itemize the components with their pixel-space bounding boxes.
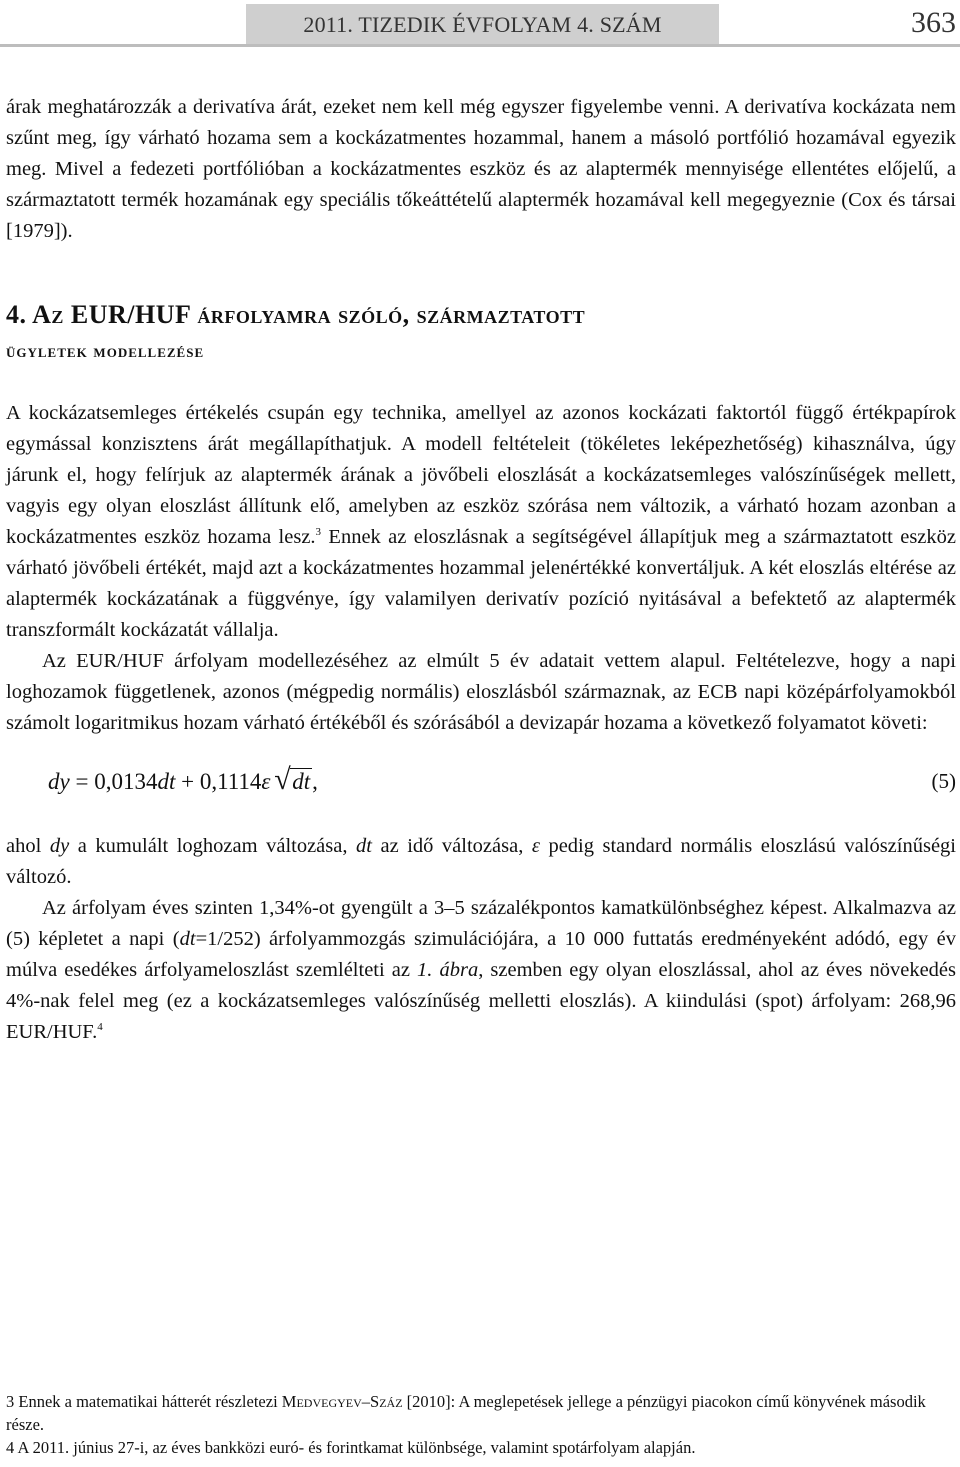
eq-dy: dy	[48, 769, 70, 794]
eq-sqrt	[276, 769, 312, 795]
var-text-1: ahol	[6, 835, 50, 857]
equation-5	[6, 757, 956, 817]
paragraph-simulation	[6, 893, 956, 1048]
var-epsilon: ε	[531, 835, 540, 857]
eq-vol-coef: 0,1114	[199, 769, 262, 794]
footnotes	[6, 1390, 956, 1459]
sim-text-2: =1/252) árfolyammozgás szimulációjára, a 10 000 futtatás eredményeként adódó, egy év múlva esedékes árfolyameloszlást szemlélteti az	[6, 928, 956, 981]
paragraph-variables	[6, 831, 956, 893]
section-title-line1: 4. Az EUR/HUF árfolyamra szóló, származtatott	[6, 300, 586, 329]
paragraph-intro: árak meghatározzák a derivatíva árát, ezeket nem kell még egyszer figyelembe venni. A derivatíva kockázata nem szűnt meg, így várható hozama sem a kockázatmentes hozammal, hanem a másoló portfólió hozamával egyezik meg. Mivel a fedezeti portfólióban a kockázatmentes eszköz és az alaptermék mennyisége ellentétes előjelű, a származtatott termék hozamának egy speciális tőkeáttételű alaptermék hozamával kell megegyeznie (Cox és társai [1979]).	[6, 96, 956, 242]
journal-issue-title: 2011. TIZEDIK ÉVFOLYAM 4. SZÁM	[303, 12, 662, 37]
var-text-4: pedig standard normális eloszlású valószínűségi változó.	[6, 835, 956, 888]
running-header	[0, 0, 960, 46]
eq-epsilon: ε	[261, 769, 271, 794]
paragraph-risk-neutral	[6, 398, 956, 646]
eq-comma: ,	[312, 769, 318, 794]
footnote-3	[6, 1390, 956, 1436]
paragraph-risk-neutral-part1: A kockázatsemleges értékelés csupán egy technika, amellyel az azonos kockázati faktortól függő értékpapírok egymással konzisztens árát megállapíthatjuk. A modell feltételeit (tökéletes leképezhetőség) kihasználva, úgy járunk el, hogy felírjuk az alaptermék árának a jövőbeli eloszlását a kockázatsemleges valószínűségek mellett, vagyis egy olyan eloszlást állítunk elő, amelyben az eszköz szórása nem változik, a várható hozam azonban a kockázatmentes eszköz hozama lesz.	[6, 402, 956, 548]
footnote-4: 4 A 2011. június 27-i, az éves bankközi euró- és forintkamat különbsége, valamint spotárfolyam alapján.	[6, 1438, 696, 1457]
equation-number: (5)	[931, 769, 956, 793]
page-number: 363	[911, 6, 956, 39]
section-title-line2: ügyletek modellezése	[6, 341, 205, 362]
section-heading	[6, 299, 956, 368]
footnote-ref-3[interactable]: 3	[315, 526, 322, 539]
footnote-3-text-b: [2010]: A meglepetések jellege a pénzügyi piacokon című könyvének második része.	[6, 1392, 926, 1434]
sim-text-1: Az árfolyam éves szinten 1,34%-ot gyengült a 3–5 százalékpontos kamatkülönbséghez képest. Alkalmazva az (5) képletet a napi (	[6, 897, 956, 950]
sim-text-3: , szemben egy olyan eloszlással, ahol az éves növekedés 4%-nak felel meg (ez a kockázatsemleges valószínűség melletti eloszlás). A kiindulási (spot) árfolyam: 268,96 EUR/HUF.	[6, 959, 957, 1043]
eq-dt: dt	[157, 769, 176, 794]
page-body	[6, 92, 956, 1048]
footnote-3-text-a: 3 Ennek a matematikai hátterét részletezi	[6, 1392, 282, 1411]
eq-drift-coef: 0,0134	[94, 769, 158, 794]
var-dy: dy	[49, 835, 70, 857]
footnote-ref-4[interactable]: 4	[97, 1021, 103, 1034]
var-text-2: a kumulált loghozam változása,	[69, 835, 357, 857]
eq-equals: =	[75, 769, 89, 794]
eq-plus: +	[181, 769, 195, 794]
var-dt: dt	[356, 835, 372, 857]
figure-reference[interactable]: 1. ábra	[417, 959, 479, 981]
eq-sqrt-arg: dt	[292, 769, 311, 794]
paragraph-model-data: Az EUR/HUF árfolyam modellezéséhez az elmúlt 5 év adatait vettem alapul. Feltételezve, hogy a napi loghozamok függetlenek, azonos (mégpedig normális) eloszlásból származnak, az ECB napi középárfolyamokból számolt logaritmikus hozam várható értékéből és szórásából a devizapár hozama a következő folyamatot követi:	[6, 650, 956, 734]
equation-expression	[48, 769, 318, 795]
sim-dt: dt	[179, 928, 196, 950]
header-rule	[0, 44, 960, 47]
footnote-3-authors: Medvegyev–Száz	[281, 1392, 403, 1411]
paragraph-risk-neutral-part2: Ennek az eloszlásnak a segítségével állapítjuk meg a származtatott eszköz várható jövőbeli értékét, majd azt a kockázatmentes hozammal jelenértékké konvertáljuk. A két eloszlás eltérése az alaptermék kockázatának a függvénye, így valamilyen derivatív pozíció nyitásával a befektető az alaptermék transzformált kockázatát vállalja.	[6, 526, 957, 641]
var-text-3: az idő változása,	[371, 835, 532, 857]
